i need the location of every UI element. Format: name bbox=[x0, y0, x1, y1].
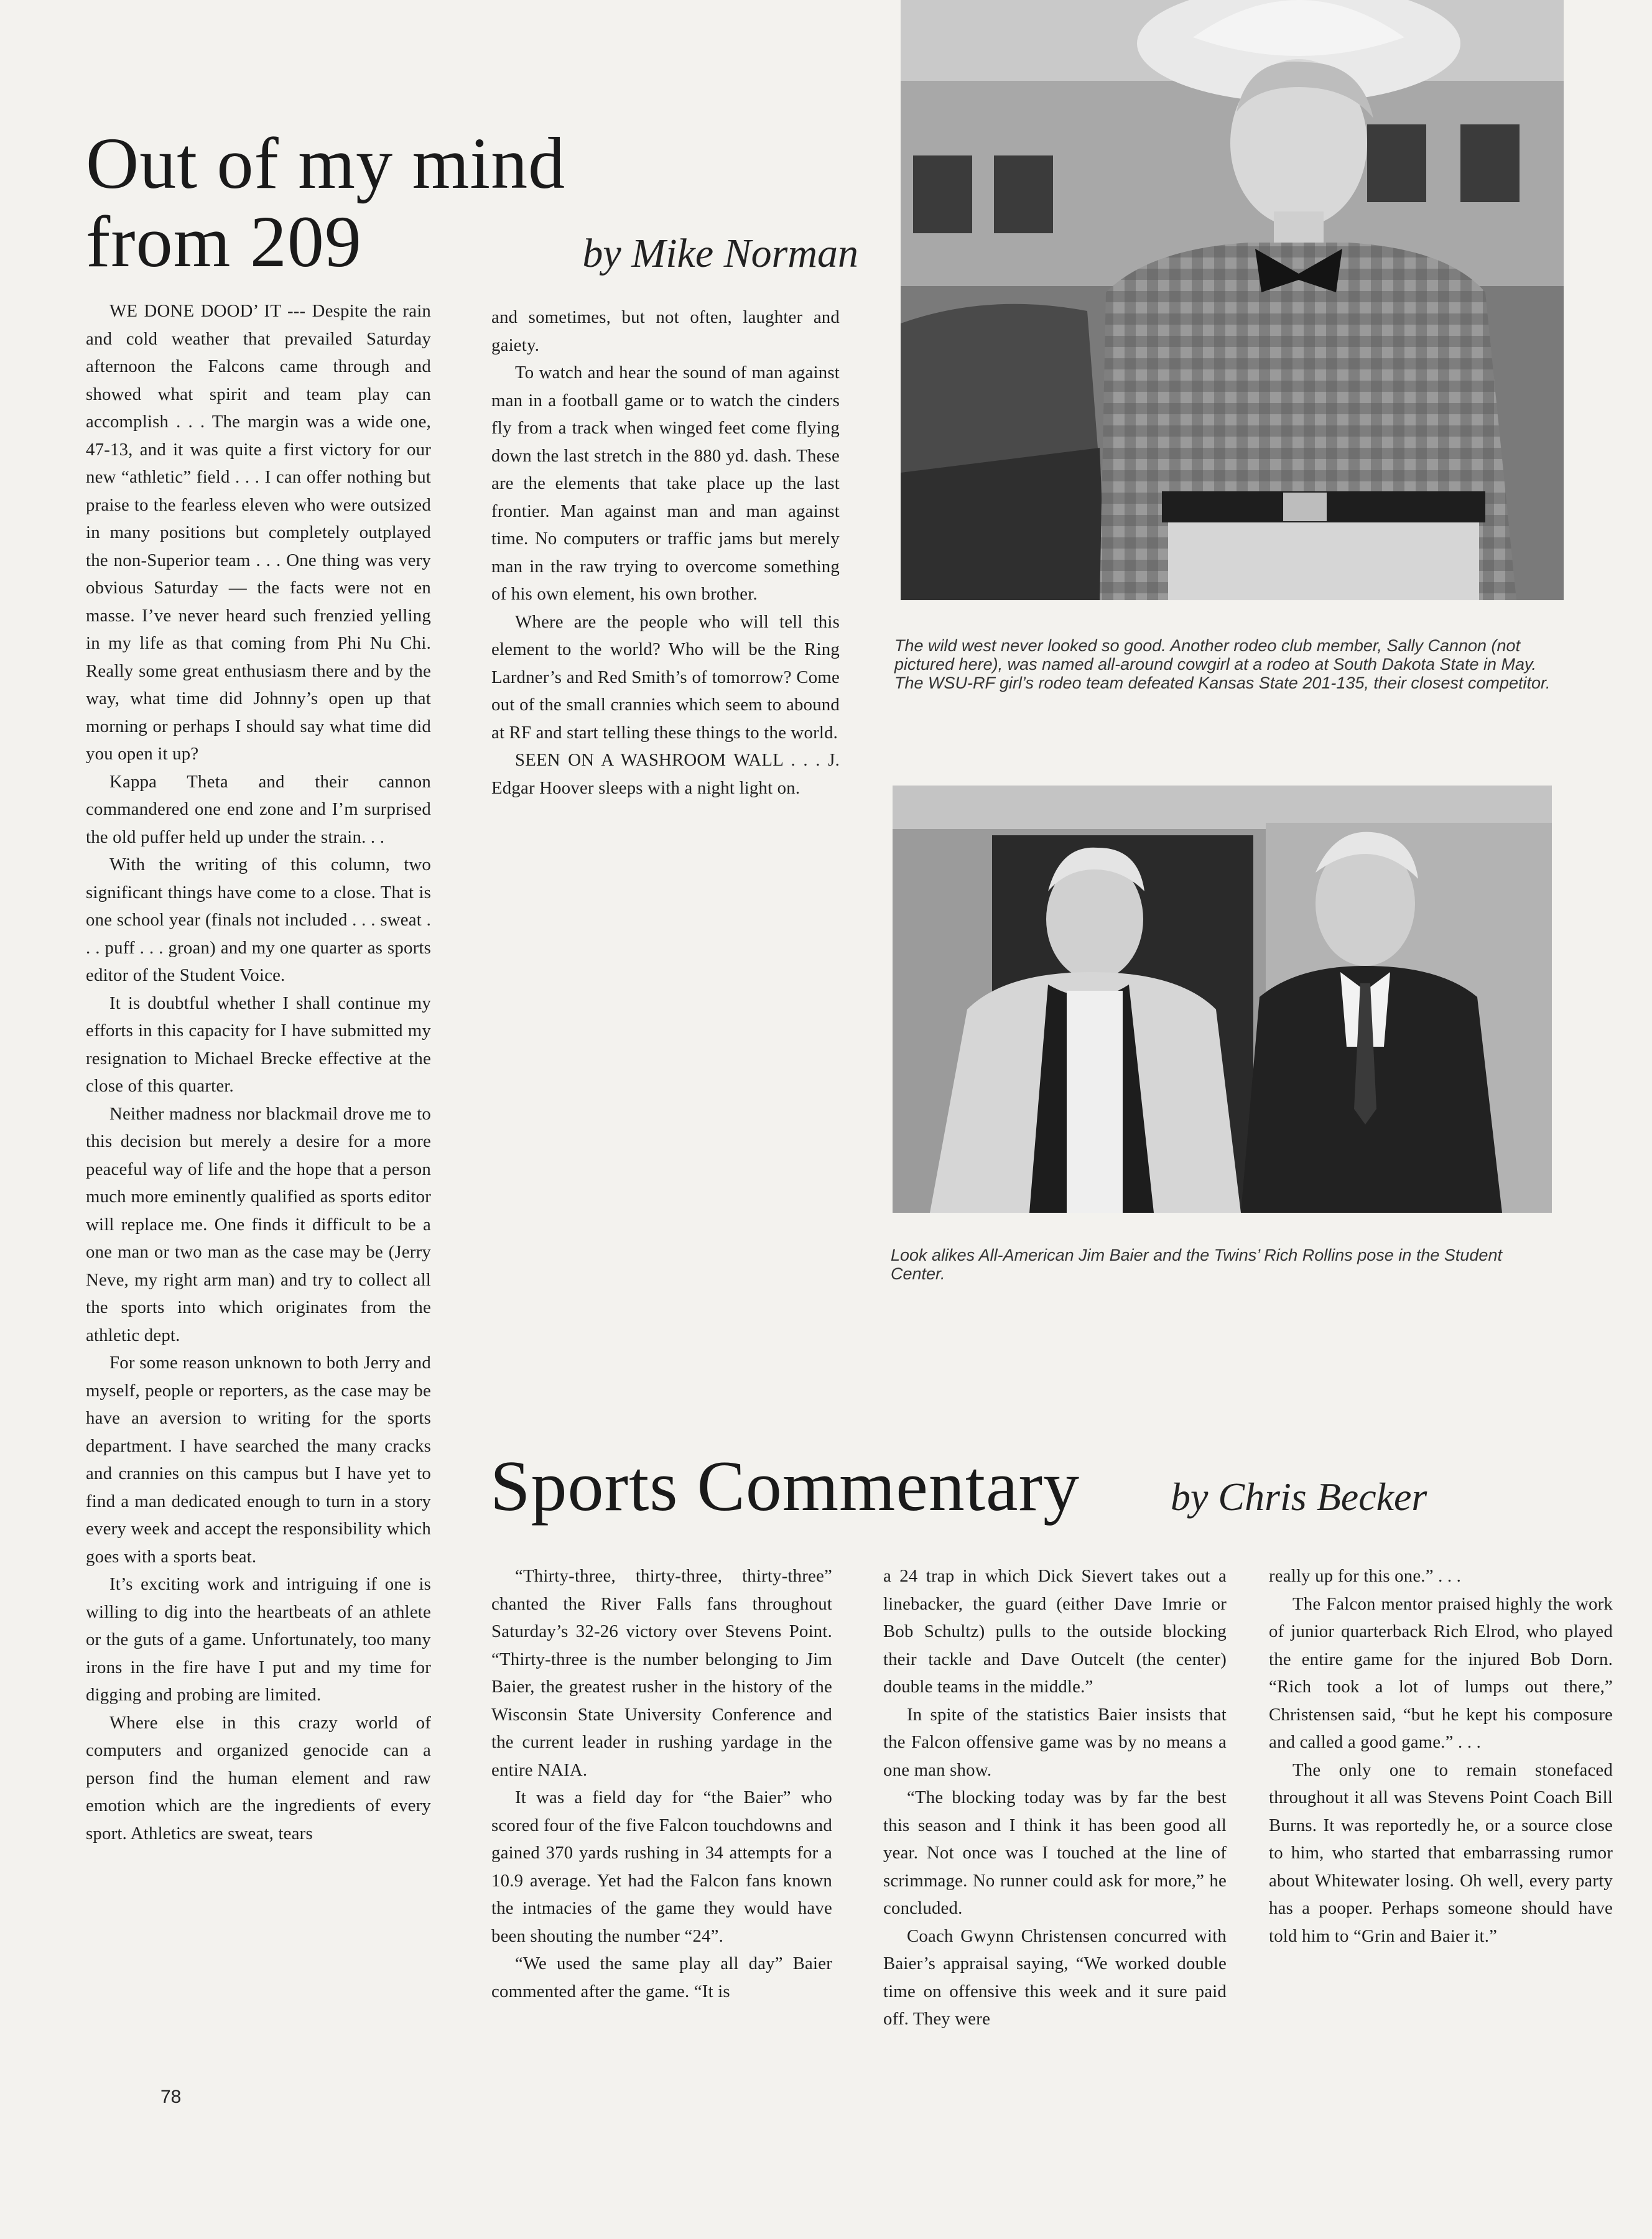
baier-rollins-caption: Look alikes All-American Jim Baier and the Twins’ Rich Rollins pose in the Student Center. bbox=[891, 1246, 1502, 1283]
paragraph: WE DONE DOOD’ IT --- Despite the rain and cold weather that prevailed Saturday afternoon the Falcons came through and showed what spirit and team play can accomplish . . . The margin was a wide one, 47-13, and it was quite a first victory for our new “athletic” field . . . I can offer nothing but praise to the fearless eleven who were outsized in many positions but completely outplayed the non-Superior team . . . One thing was very obvious Saturday — the facts were not en masse. I’ve never heard such frenzied yelling in my life as that coming from Phi Nu Chi. Really some great enthusiasm there and by the way, what time did Johnny’s open up that morning or perhaps I should say what time did you open it up? bbox=[86, 301, 431, 764]
article1-column-2 bbox=[491, 304, 840, 802]
page-number: 78 bbox=[160, 2087, 182, 2107]
paragraph: The Falcon mentor praised highly the work of junior quarterback Rich Elrod, who played the entire game for the injured Bob Dorn. “Rich took a lot of lumps out there,” Christensen said, “but he kept his composure and called a good game.” . . . bbox=[1269, 1593, 1613, 1752]
rodeo-photo-caption: The wild west never looked so good. Another rodeo club member, Sally Cannon (not pictured here), was named all-around cowgirl at a rodeo at South Dakota State in May. The WSU-RF girl’s rodeo team defeated Kansas State 201-135, their closest competitor. bbox=[894, 636, 1551, 692]
paragraph: a 24 trap in which Dick Sievert takes out a linebacker, the guard (either Dave Imrie or Bob Schultz) pulls to the outside blocking their tackle and Dave Outcelt (the center) double teams in the middle.” bbox=[883, 1566, 1227, 1697]
paragraph: In spite of the statistics Baier insists that the Falcon offensive game was by no means a one man show. bbox=[883, 1704, 1227, 1780]
paragraph: Coach Gwynn Christensen concurred with Baier’s appraisal saying, “We worked double time on offensive this week and it sure paid off. They were bbox=[883, 1926, 1227, 2029]
rodeo-cowgirl-photo bbox=[901, 0, 1564, 600]
paragraph: To watch and hear the sound of man against man in a football game or to watch the cinders fly from a track when winged feet come flying down the last stretch in the 880 yd. dash. These are the elements that take place up the last frontier. Man against man and man against time. No computers or traffic jams but merely man in the raw trying to overcome something of his own element, his own brother. bbox=[491, 363, 840, 604]
paragraph: and sometimes, but not often, laughter and gaiety. bbox=[491, 307, 840, 355]
paragraph: Where else in this crazy world of computers and organized genocide can a person find the human element and raw emotion which are the ingredients of every sport. Athletics are sweat, tears bbox=[86, 1712, 431, 1843]
byline-mike-norman: by Mike Norman bbox=[582, 231, 858, 276]
paragraph: “The blocking today was by far the best this season and I think it has been good all year. Not once was I touched at the line of scrimmage. No runner could ask for more,” he concluded. bbox=[883, 1787, 1227, 1918]
paragraph: The only one to remain stonefaced throughout it all was Stevens Point Coach Bill Burns. It was reportedly he, or a source close to him, who started that embarrassing rumor about Whitewater losing. Oh well, every party has a pooper. Perhaps someone should have told him to “Grin and Baier it.” bbox=[1269, 1759, 1613, 1946]
paragraph: It is doubtful whether I shall continue my efforts in this capacity for I have submitted my resignation to Michael Brecke effective at the close of this quarter. bbox=[86, 993, 431, 1096]
paragraph: It was a field day for “the Baier” who scored four of the five Falcon touchdowns and gained 370 yards rushing in 34 attempts for a 10.9 average. Yet had the Falcon fans known the intmacies of the game they would have been shouting the number “24”. bbox=[491, 1787, 832, 1946]
article2-column-3 bbox=[1269, 1562, 1613, 1950]
paragraph: Kappa Theta and their cannon commandered one end zone and I’m surprised the old puffer held up under the strain. . . bbox=[86, 771, 431, 847]
paragraph: It’s exciting work and intriguing if one is willing to dig into the heartbeats of an athlete or the guts of a game. Unfortunately, too many irons in the fire have I put and my time for digging and probing are limited. bbox=[86, 1574, 431, 1705]
title-line-2: from 209 bbox=[86, 201, 362, 282]
article1-column-1 bbox=[86, 297, 431, 1847]
paragraph: Where are the people who will tell this element to the world? Who will be the Ring Lardner’s and Red Smith’s of tomorrow? Come out of the small crannies which seem to abound at RF and start telling these things to the world. bbox=[491, 611, 840, 743]
paragraph: With the writing of this column, two significant things have come to a close. That is one school year (finals not included . . . sweat . . . puff . . . groan) and my one quarter as sports editor of the Student Voice. bbox=[86, 855, 431, 985]
paragraph: Neither madness nor blackmail drove me to this decision but merely a desire for a more peaceful way of life and the hope that a person much more eminently qualified as sports editor will replace me. One finds it difficult to be a one man or two man as the case may be (Jerry Neve, my right arm man) and try to collect all the sports into which originates from the athletic dept. bbox=[86, 1103, 431, 1345]
article2-column-2 bbox=[883, 1562, 1227, 2033]
paragraph: “We used the same play all day” Baier commented after the game. “It is bbox=[491, 1954, 832, 2001]
article2-column-1 bbox=[491, 1562, 832, 2005]
baier-rollins-photo bbox=[893, 786, 1552, 1213]
paragraph: SEEN ON A WASHROOM WALL . . . J. Edgar Hoover sleeps with a night light on. bbox=[491, 750, 840, 798]
paragraph: For some reason unknown to both Jerry and myself, people or reporters, as the case may be have an aversion to writing for the sports department. I have searched the many cracks and crannies on this campus but I have yet to find a man dedicated enough to turn in a story every week and accept the responsibility which goes with a sports beat. bbox=[86, 1353, 431, 1567]
rodeo-cowgirl-image bbox=[901, 0, 1564, 600]
baier-rollins-image bbox=[893, 786, 1552, 1213]
byline-chris-becker: by Chris Becker bbox=[1171, 1475, 1427, 1519]
title-line-1: Out of my mind bbox=[86, 123, 566, 204]
paragraph: really up for this one.” . . . bbox=[1269, 1566, 1462, 1586]
article-title-sports-commentary: Sports Commentary bbox=[490, 1447, 1080, 1526]
paragraph: “Thirty-three, thirty-three, thirty-three” chanted the River Falls fans throughout Saturday’s 32-26 victory over Stevens Point. “Thirty-three is the number belonging to Jim Baier, the greatest rusher in the history of the Wisconsin State University Conference and the current leader in rushing yardage in the entire NAIA. bbox=[491, 1566, 832, 1780]
